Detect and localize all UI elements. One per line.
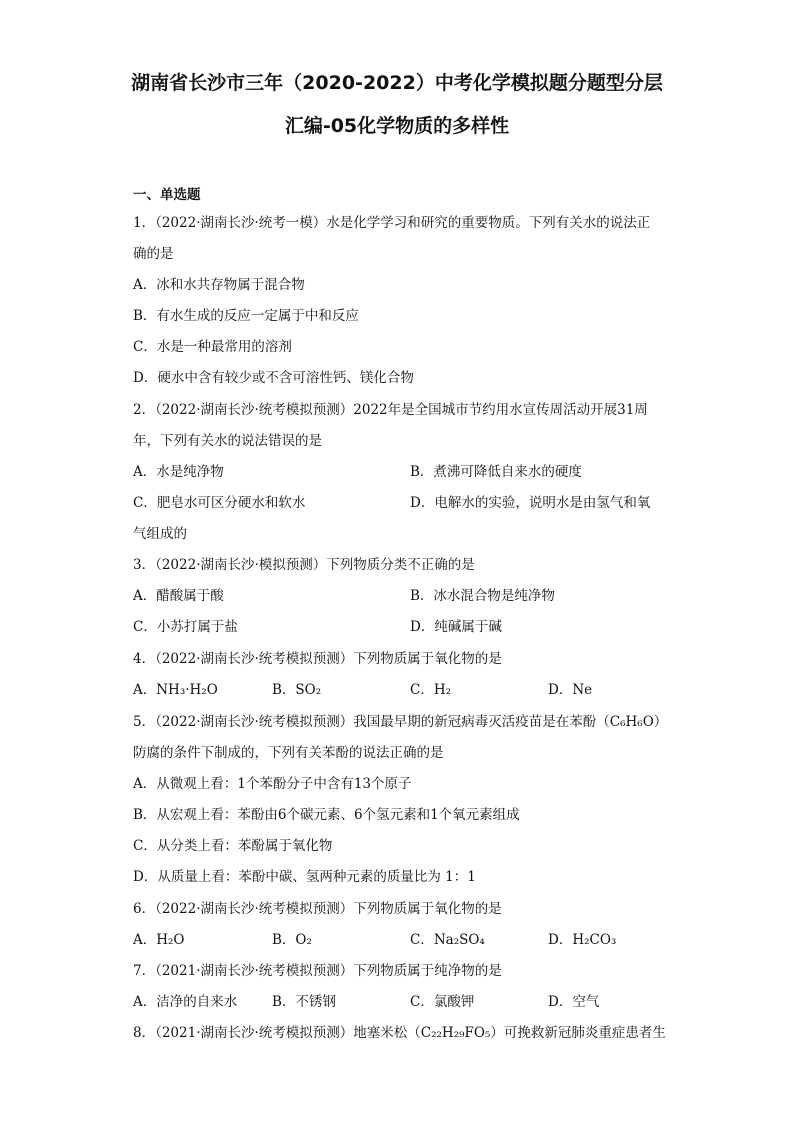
q7-option-a: A．洁净的自来水 — [133, 994, 238, 1010]
q1-option-d: D．硬水中含有较少或不含可溶性钙、镁化合物 — [133, 370, 414, 386]
q7-option-b: B．不锈钢 — [272, 994, 336, 1010]
q1-stem-line2: 确的是 — [133, 246, 174, 262]
q6-options-row — [133, 931, 673, 949]
q2-option-d: D．电解水的实验，说明水是由氢气和氧 — [410, 495, 651, 511]
q3-options-row2 — [133, 618, 673, 636]
q6-option-a: A．H₂O — [133, 932, 185, 948]
q4-option-a: A．NH₃·H₂O — [133, 682, 218, 698]
q2-option-a: A．水是纯净物 — [133, 464, 224, 480]
q2-option-c: C．肥皂水可区分硬水和软水 — [133, 495, 306, 511]
q4-stem: 4．（2022·湖南长沙·统考模拟预测）下列物质属于氧化物的是 — [133, 651, 502, 667]
q2-option-b: B．煮沸可降低自来水的硬度 — [410, 464, 582, 480]
q5-stem-line2: 防腐的条件下制成的，下列有关苯酚的说法正确的是 — [133, 745, 444, 761]
q3-option-b: B．冰水混合物是纯净物 — [410, 588, 555, 604]
q2-stem-line2: 年，下列有关水的说法错误的是 — [133, 433, 322, 449]
q7-stem: 7．（2021·湖南长沙·统考模拟预测）下列物质属于纯净物的是 — [133, 963, 502, 979]
q2-options-row1 — [133, 463, 673, 481]
q3-stem: 3．（2022·湖南长沙·模拟预测）下列物质分类不正确的是 — [133, 557, 475, 573]
document-title-line1: 湖南省长沙市三年（2020-2022）中考化学模拟题分题型分层 — [131, 72, 663, 94]
q1-option-a: A．冰和水共存物属于混合物 — [133, 277, 305, 293]
q5-option-a: A．从微观上看：1个苯酚分子中含有13个原子 — [133, 776, 412, 792]
q3-options-row1 — [133, 587, 673, 605]
q1-option-c: C．水是一种最常用的溶剂 — [133, 339, 292, 355]
q4-option-c: C．H₂ — [410, 682, 452, 698]
q7-option-c: C．氯酸钾 — [410, 994, 475, 1010]
q3-option-d: D．纯碱属于碱 — [410, 619, 502, 635]
q3-option-c: C．小苏打属于盐 — [133, 619, 238, 635]
q2-options-row2 — [133, 494, 673, 512]
q6-option-d: D．H₂CO₃ — [548, 932, 617, 948]
q6-option-b: B．O₂ — [272, 932, 312, 948]
q5-stem-line1: 5．（2022·湖南长沙·统考模拟预测）我国最早期的新冠病毒灭活疫苗是在苯酚（C₆H₆O） — [133, 714, 668, 730]
q4-option-d: D．Ne — [548, 682, 593, 698]
q5-option-d: D．从质量上看：苯酚中碳、氢两种元素的质量比为 1：1 — [133, 869, 476, 885]
q3-option-a: A．醋酸属于酸 — [133, 588, 224, 604]
q5-option-c: C．从分类上看：苯酚属于氧化物 — [133, 838, 333, 854]
q1-stem-line1: 1．（2022·湖南长沙·统考一模）水是化学学习和研究的重要物质。下列有关水的说法正 — [133, 215, 651, 231]
q6-option-c: C．Na₂SO₄ — [410, 932, 485, 948]
q7-options-row — [133, 993, 673, 1011]
q2-option-d-continued: 气组成的 — [133, 526, 187, 542]
q4-option-b: B．SO₂ — [272, 682, 322, 698]
q6-stem: 6．（2022·湖南长沙·统考模拟预测）下列物质属于氧化物的是 — [133, 901, 502, 917]
q2-stem-line1: 2．（2022·湖南长沙·统考模拟预测）2022年是全国城市节约用水宣传周活动开展31周 — [133, 402, 648, 418]
q1-option-b: B．有水生成的反应一定属于中和反应 — [133, 308, 359, 324]
q5-option-b: B．从宏观上看：苯酚由6个碳元素、6个氢元素和1个氧元素组成 — [133, 807, 520, 823]
q7-option-d: D．空气 — [548, 994, 600, 1010]
q8-stem: 8．（2021·湖南长沙·统考模拟预测）地塞米松（C₂₂H₂₉FO₅）可挽救新冠肺炎重症患者生 — [133, 1025, 666, 1041]
q4-options-row — [133, 681, 673, 699]
section-heading: 一、单选题 — [133, 187, 201, 203]
document-title-line2: 汇编-05化学物质的多样性 — [284, 115, 510, 137]
